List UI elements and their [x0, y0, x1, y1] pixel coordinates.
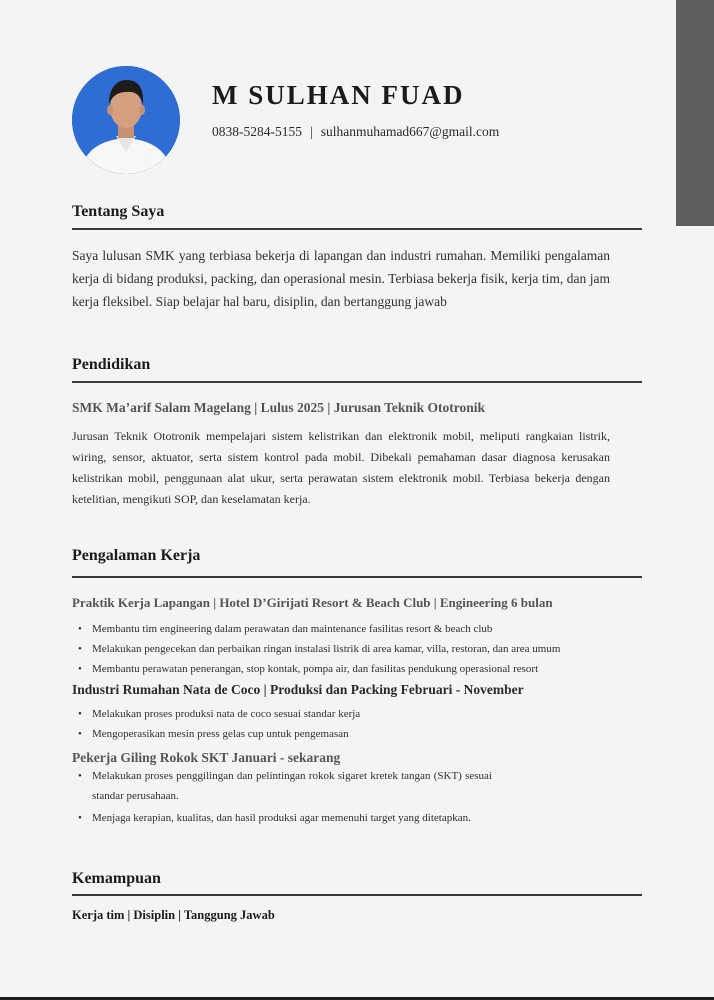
job-duties — [72, 705, 360, 745]
divider-about — [72, 228, 642, 230]
divider-education — [72, 381, 642, 383]
job-duties — [72, 767, 492, 830]
section-title-about: Tentang Saya — [72, 203, 165, 220]
divider-experience — [72, 576, 642, 578]
list-item: • Menjaga kerapian, kualitas, dan hasil produksi agar memenuhi target yang ditetapkan. — [72, 809, 492, 829]
email-address: sulhanmuhamad667@gmail.com — [320, 124, 500, 139]
divider-skills — [72, 894, 642, 896]
list-item: • Melakukan pengecekan dan perbaikan ringan instalasi listrik di area kamar, villa, restoran, dan area umum — [72, 640, 560, 660]
section-title-skills: Kemampuan — [72, 870, 161, 887]
job-title: Praktik Kerja Lapangan | Hotel D’Girijati Resort & Beach Club | Engineering 6 bulan — [72, 595, 553, 610]
section-title-education: Pendidikan — [72, 356, 151, 373]
job-title: Industri Rumahan Nata de Coco | Produksi dan Packing Februari - November — [72, 682, 524, 697]
list-item: • Membantu perawatan penerangan, stop kontak, pompa air, dan fasilitas pendukung operasional resort — [72, 660, 560, 680]
about-text: Saya lulusan SMK yang terbiasa bekerja di lapangan dan industri rumahan. Memiliki pengalaman kerja di bidang produksi, packing, dan operasional mesin. Terbiasa bekerja fisik, kerja tim, dan jam kerja fleksibel. Siap belajar hal baru, disiplin, dan bertanggung jawab — [72, 248, 610, 310]
candidate-name: M SULHAN FUAD — [212, 80, 465, 110]
education-description: Jurusan Teknik Ototronik mempelajari sistem kelistrikan dan elektronik mobil, meliputi rangkaian listrik, wiring, sensor, aktuator, serta sistem kontrol pada mobil. Dibekali pemahaman dasar diagnosa kerusakan kelistrikan mobil, penggunaan alat ukur, serta perawatan sistem elektronik mobil. Terbiasa bekerja dengan ketelitian, mengikuti SOP, dan keselamatan kerja. — [72, 429, 610, 506]
avatar — [72, 66, 180, 174]
phone-number: 0838-5284-5155 — [212, 124, 302, 139]
job-duties — [72, 620, 560, 679]
contact-line — [212, 124, 499, 140]
job-title: Pekerja Giling Rokok SKT Januari - sekarang — [72, 750, 341, 765]
list-item: • Melakukan proses penggilingan dan pelintingan rokok sigaret kretek tangan (SKT) sesuai standar perusahaan. — [72, 767, 492, 807]
profile-photo-icon — [72, 66, 180, 174]
list-item: • Membantu tim engineering dalam perawatan dan maintenance fasilitas resort & beach club — [72, 620, 560, 640]
section-title-experience: Pengalaman Kerja — [72, 547, 201, 564]
side-scroll-bar — [676, 0, 714, 226]
contact-separator: | — [310, 124, 313, 139]
list-item: • Melakukan proses produksi nata de coco sesuai standar kerja — [72, 705, 360, 725]
list-item: • Mengoperasikan mesin press gelas cup untuk pengemasan — [72, 725, 360, 745]
education-school: SMK Ma’arif Salam Magelang | Lulus 2025 | Jurusan Teknik Ototronik — [72, 400, 486, 415]
skills-list: Kerja tim | Disiplin | Tanggung Jawab — [72, 908, 275, 922]
